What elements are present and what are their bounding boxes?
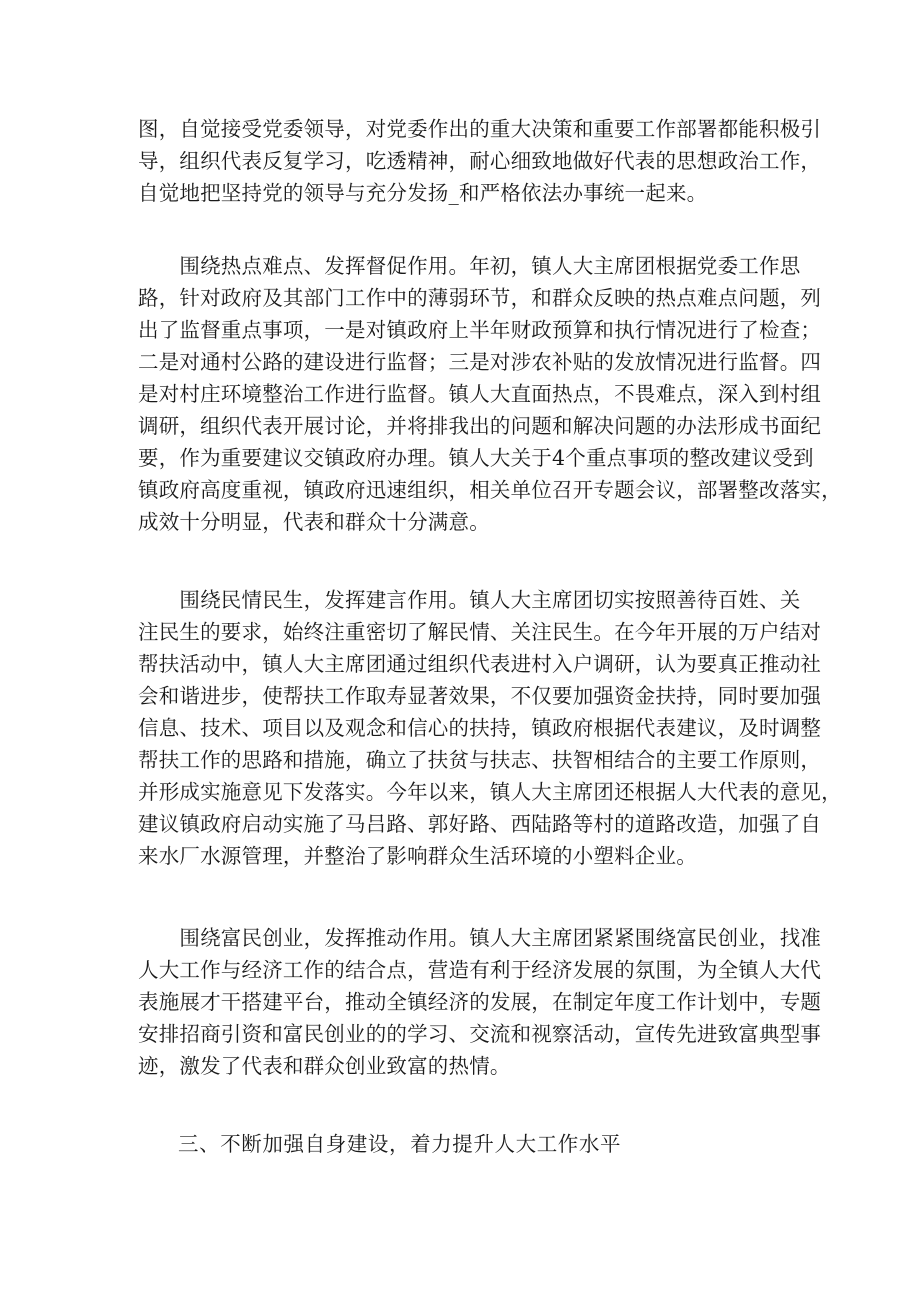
- text-line: 出了监督重点事项，一是对镇政府上半年财政预算和执行情况进行了检查；: [138, 318, 822, 342]
- text-line: 围绕民情民生，发挥建言作用。镇人大主席团切实按照善待百姓、关: [138, 588, 801, 612]
- text-line: 表施展才干搭建平台，推动全镇经济的发展，在制定年度工作计划中，专题: [138, 990, 822, 1014]
- text-line: 注民生的要求，始终注重密切了解民情、关注民生。在今年开展的万户结对: [138, 620, 822, 644]
- text-line: 来水厂水源管理，并整治了影响群众生活环境的小塑料企业。: [138, 844, 697, 868]
- text-line: 自觉地把坚持党的领导与充分发扬_和严格依法办事统一起来。: [138, 181, 708, 205]
- text-line: 信息、技术、项目以及观念和信心的扶持，镇政府根据代表建议，及时调整: [138, 716, 822, 740]
- text-line: 二是对通村公路的建设进行监督；三是对涉农补贴的发放情况进行监督。四: [138, 350, 822, 374]
- text-line: 导，组织代表反复学习，吃透精神，耐心细致地做好代表的思想政治工作，: [138, 149, 822, 173]
- text-line: 迹，激发了代表和群众创业致富的热情。: [138, 1054, 511, 1078]
- section-heading: 三、不断加强自身建设，着力提升人大工作水平: [178, 1132, 622, 1156]
- text-line: 图，自觉接受党委领导，对党委作出的重大决策和重要工作部署都能积极引: [138, 117, 822, 141]
- text-line: 成效十分明显，代表和群众十分满意。: [138, 510, 490, 534]
- text-line: 调研，组织代表开展讨论，并将排我出的问题和解决问题的办法形成书面纪: [138, 414, 822, 438]
- text-line: 帮扶工作的思路和措施，确立了扶贫与扶志、扶智相结合的主要工作原则，: [138, 748, 822, 772]
- text-line: 镇政府高度重视，镇政府迅速组织，相关单位召开专题会议，部署整改落实，: [138, 478, 842, 502]
- paragraph-supervision: [138, 250, 842, 538]
- paragraph-entrepreneurship: [138, 922, 822, 1082]
- text-line: 围绕富民创业，发挥推动作用。镇人大主席团紧紧围绕富民创业，找准: [138, 926, 822, 950]
- text-line: 路，针对政府及其部门工作中的薄弱环节，和群众反映的热点难点问题，列: [138, 286, 822, 310]
- text-line: 建议镇政府启动实施了马吕路、郭好路、西陆路等村的道路改造，加强了自: [138, 812, 822, 836]
- paragraph-party-leadership: [138, 113, 822, 209]
- text-line: 并形成实施意见下发落实。今年以来，镇人大主席团还根据人大代表的意见，: [138, 780, 842, 804]
- text-line: 会和谐进步，使帮扶工作取寿显著效果，不仅要加强资金扶持，同时要加强: [138, 684, 822, 708]
- text-line: 帮扶活动中，镇人大主席团通过组织代表进村入户调研，认为要真正推动社: [138, 652, 822, 676]
- text-line: 是对村庄环境整治工作进行监督。镇人大直面热点，不畏难点，深入到村组: [138, 382, 822, 406]
- text-line: 要，作为重要建议交镇政府办理。镇人大关于4个重点事项的整改建议受到: [138, 446, 814, 470]
- text-line: 人大工作与经济工作的结合点，营造有利于经济发展的氛围，为全镇人大代: [138, 958, 822, 982]
- text-line: 围绕热点难点、发挥督促作用。年初，镇人大主席团根据党委工作思: [138, 254, 801, 278]
- paragraph-livelihood: [138, 584, 842, 872]
- text-line: 安排招商引资和富民创业的的学习、交流和视察活动，宣传先进致富典型事: [138, 1022, 822, 1046]
